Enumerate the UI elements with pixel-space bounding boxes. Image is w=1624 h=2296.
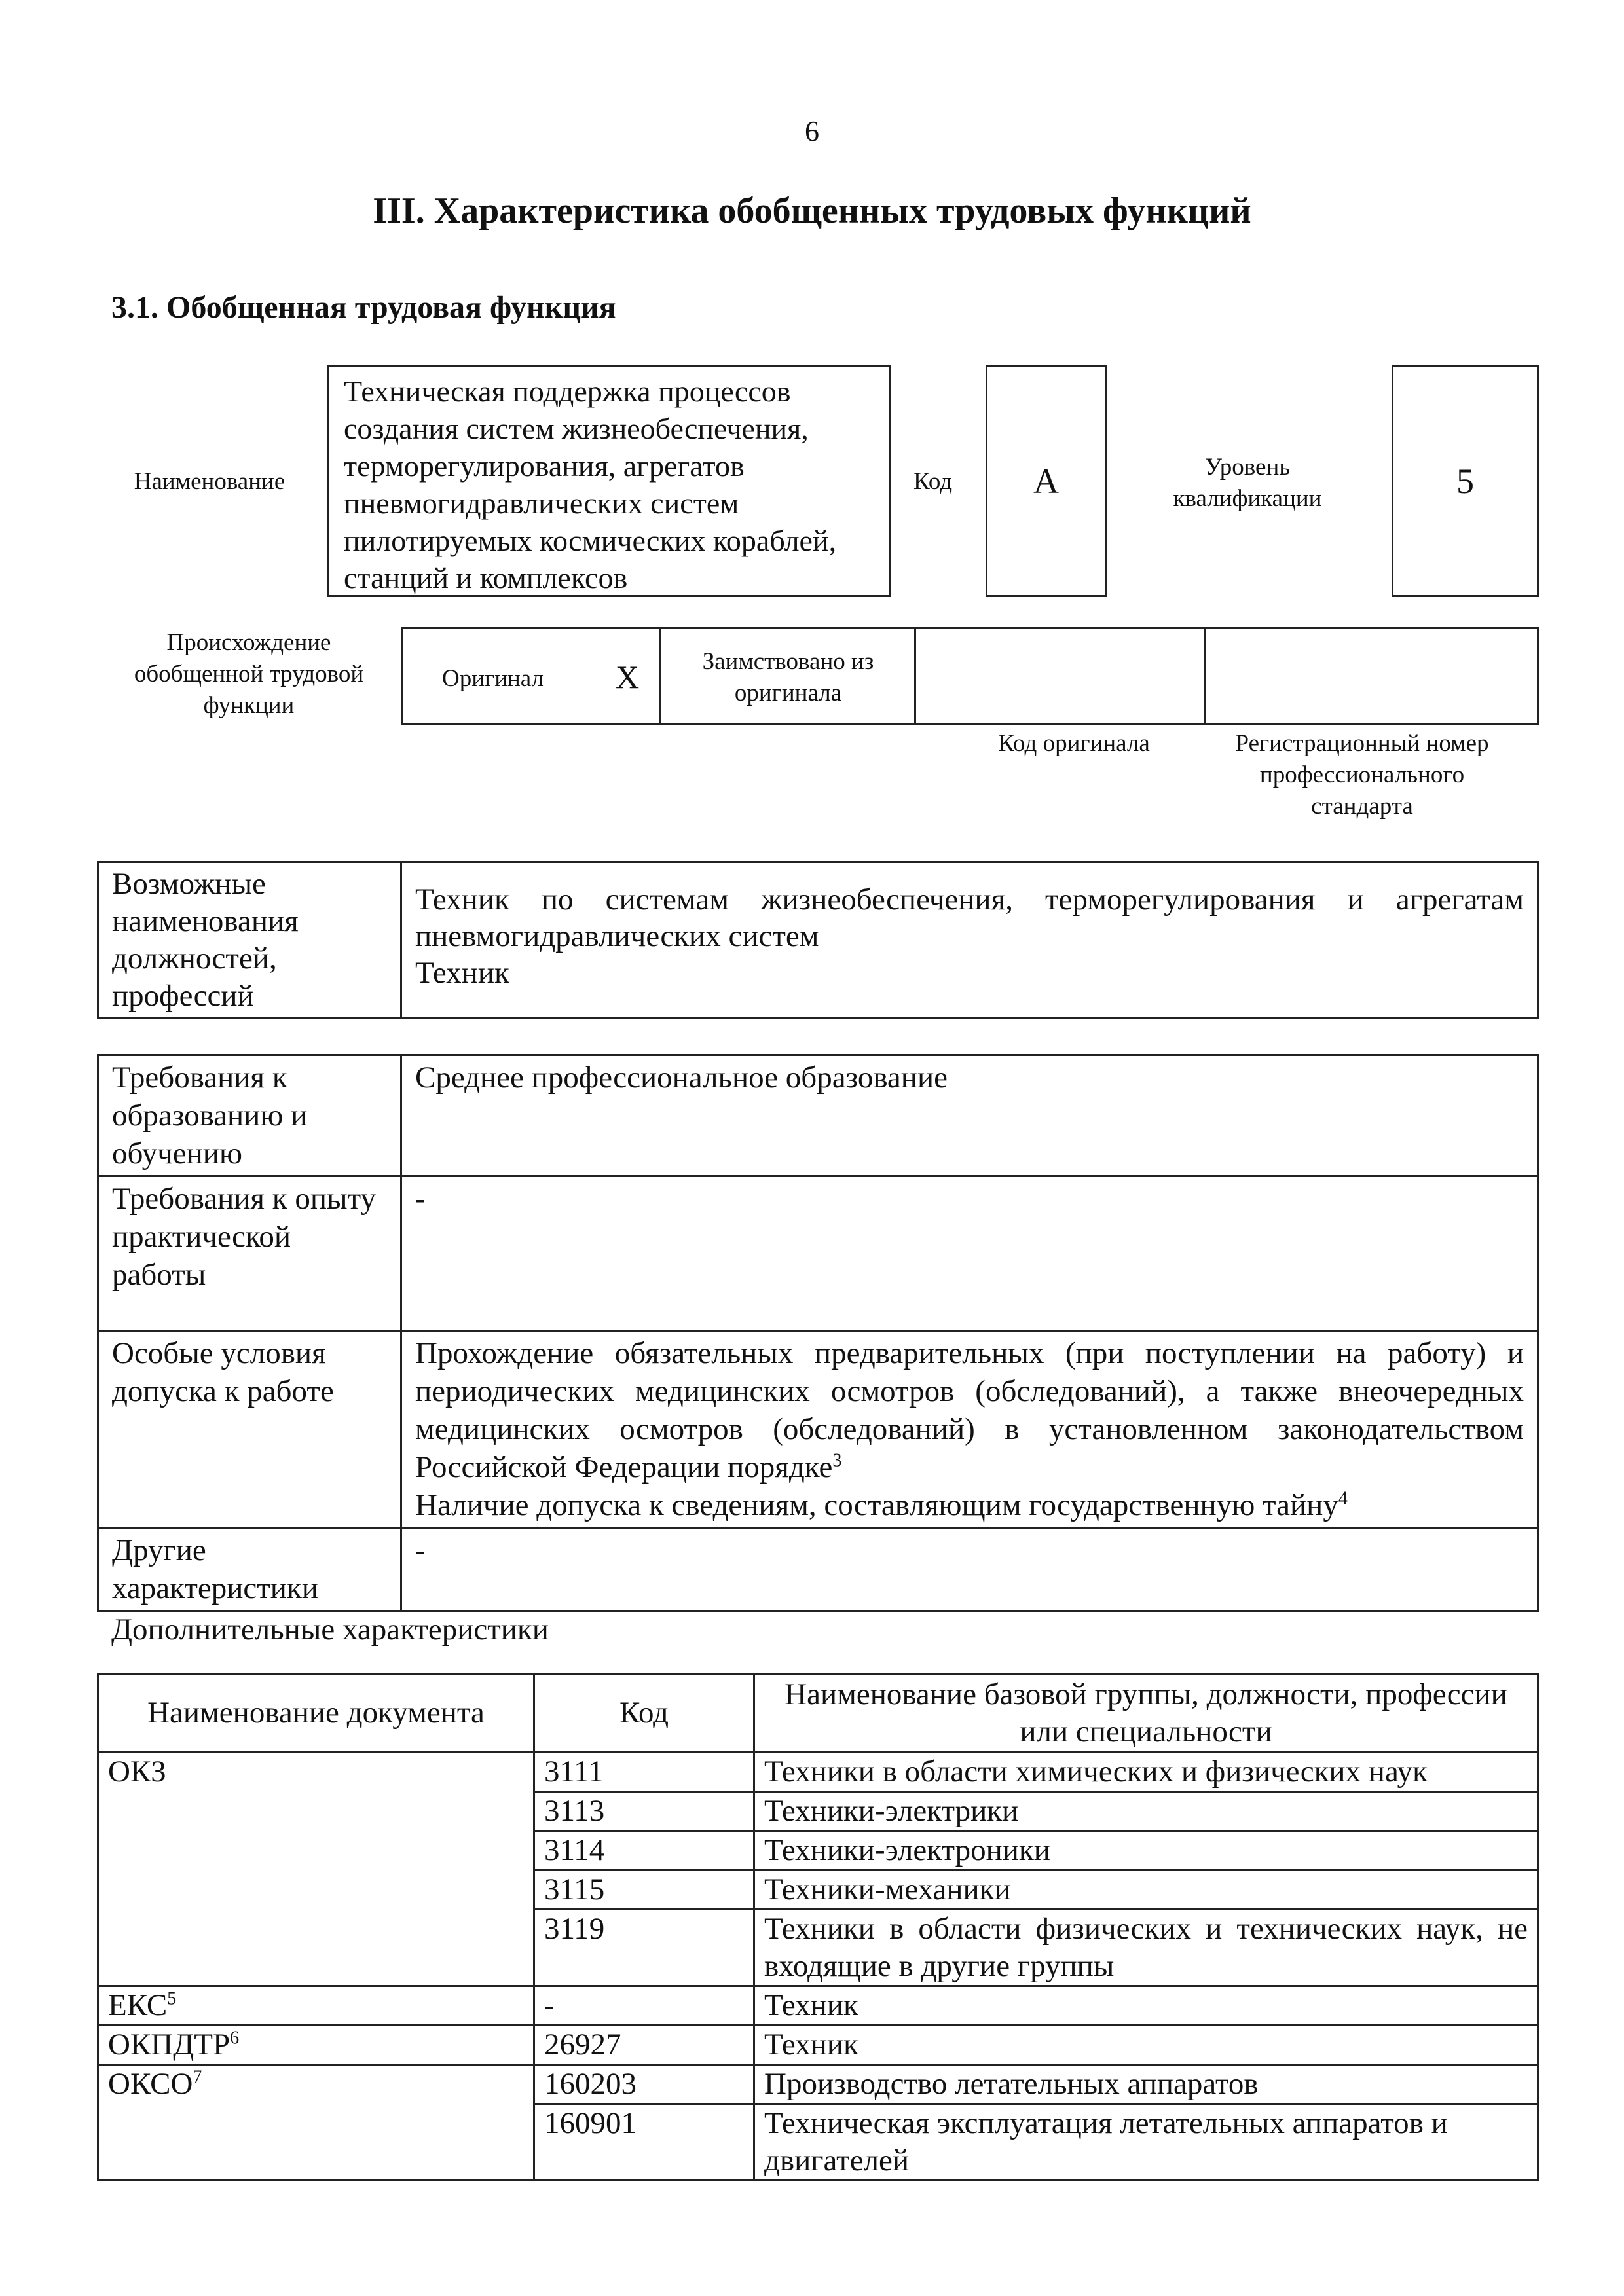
- header-code: Код: [534, 1674, 754, 1753]
- other-characteristics-label: Другие характеристики: [98, 1528, 401, 1611]
- education-requirements-label: Требования к образованию и обучению: [98, 1055, 401, 1176]
- doc-cell: ОКЗ: [98, 1753, 534, 1792]
- origin-divider: [914, 629, 916, 723]
- positions-label: Возможные наименования должностей, профессий: [98, 862, 401, 1019]
- other-characteristics-value: -: [401, 1528, 1538, 1611]
- additional-table: [97, 1673, 1539, 2181]
- additional-title: Дополнительные характеристики: [111, 1613, 549, 1647]
- medical-exam-text: Прохождение обязательных предварительных (при поступлении на работу) и периодических медицинских осмотров (обследований), а также внеочередных медицинских осмотров (обследований) в установленном законодательством Российской Федерации порядке: [415, 1336, 1524, 1484]
- footnote-ref: 7: [193, 2067, 202, 2088]
- name-cell: Техники в области физических и технических наук, не входящие в другие группы: [754, 1910, 1538, 1986]
- borrowed-label: Заимствовано из оригинала: [702, 648, 874, 706]
- code-cell: 3111: [534, 1753, 754, 1792]
- name-cell: Техники-электрики: [754, 1792, 1538, 1831]
- code-cell: 26927: [534, 2026, 754, 2065]
- origin-label: Происхождение обобщенной трудовой функции: [134, 629, 364, 719]
- doc-cell: [98, 1831, 534, 1870]
- table-row: [98, 2026, 1538, 2065]
- doc-cell: [98, 1870, 534, 1910]
- name-cell: Техники-механики: [754, 1870, 1538, 1910]
- doc-cell: [98, 1910, 534, 1986]
- positions-table: [97, 861, 1539, 1019]
- qualification-level-value: 5: [1456, 462, 1474, 501]
- name-cell: Техник: [754, 1986, 1538, 2026]
- positions-line: Техник: [415, 956, 509, 990]
- name-cell: Техники-электроники: [754, 1831, 1538, 1870]
- admission-conditions-label: Особые условия допуска к работе: [98, 1331, 401, 1528]
- code-cell: 3114: [534, 1831, 754, 1870]
- doc-cell: [98, 2065, 534, 2104]
- subsection-title: 3.1. Обобщенная трудовая функция: [111, 290, 616, 325]
- table-row: [98, 1910, 1538, 1986]
- name-cell: Техники в области химических и физических наук: [754, 1753, 1538, 1792]
- header-name: Наименование базовой группы, должности, профессии или специальности: [754, 1674, 1538, 1753]
- code-label: Код: [913, 468, 953, 495]
- code-cell: 160203: [534, 2065, 754, 2104]
- function-name-value: Техническая поддержка процессов создания систем жизнеобеспечения, терморегулирования, агрегатов пневмогидравлических систем пилотируемых космических кораблей, станций и комплексов: [344, 374, 837, 594]
- admission-conditions-value: [401, 1331, 1538, 1528]
- table-row: [98, 1831, 1538, 1870]
- qualification-level-box: [1392, 365, 1539, 597]
- code-cell: 3119: [534, 1910, 754, 1986]
- experience-requirements-label: Требования к опыту практической работы: [98, 1176, 401, 1331]
- name-cell: Техник: [754, 2026, 1538, 2065]
- footnote-ref: 6: [230, 2028, 240, 2049]
- code-cell: 3113: [534, 1792, 754, 1831]
- education-requirements-value: Среднее профессиональное образование: [401, 1055, 1538, 1176]
- doc-name: ЕКС: [108, 1988, 168, 2022]
- table-row: [98, 2065, 1538, 2104]
- code-cell: -: [534, 1986, 754, 2026]
- reg-number-label: Регистрационный номер профессионального стандарта: [1235, 730, 1489, 820]
- footnote-ref: 4: [1338, 1488, 1348, 1509]
- original-label: Оригинал: [442, 665, 544, 692]
- table-row: [98, 1870, 1538, 1910]
- experience-requirements-value: -: [401, 1176, 1538, 1331]
- name-cell: Техническая эксплуатация летательных аппаратов и двигателей: [754, 2104, 1538, 2181]
- requirements-table: [97, 1054, 1539, 1612]
- footnote-ref: 3: [832, 1450, 842, 1471]
- qualification-level-label: Уровень квалификации: [1173, 454, 1322, 512]
- original-mark: Х: [616, 659, 640, 695]
- origin-divider: [659, 629, 661, 723]
- state-secret-text: Наличие допуска к сведениям, составляющим государственную тайну: [415, 1488, 1338, 1522]
- doc-cell: [98, 2104, 534, 2181]
- code-box: [986, 365, 1107, 597]
- code-value: А: [1033, 462, 1059, 501]
- header-document: Наименование документа: [98, 1674, 534, 1753]
- function-name-box: [327, 365, 891, 597]
- doc-cell: [98, 2026, 534, 2065]
- table-row: [98, 2104, 1538, 2181]
- table-row: [98, 1986, 1538, 2026]
- function-name-label: Наименование: [134, 468, 286, 495]
- code-cell: 3115: [534, 1870, 754, 1910]
- section-title: III. Характеристика обобщенных трудовых функций: [373, 191, 1251, 231]
- doc-name: ОКСО: [108, 2067, 193, 2101]
- table-row: [98, 1792, 1538, 1831]
- positions-value: [401, 862, 1538, 1019]
- origin-row: [401, 627, 1539, 725]
- doc-cell: [98, 1792, 534, 1831]
- table-row: [98, 1753, 1538, 1792]
- code-original-label: Код оригинала: [998, 730, 1150, 757]
- doc-name: ОКПДТР: [108, 2028, 231, 2062]
- page-number: 6: [805, 115, 819, 147]
- positions-line: Техник по системам жизнеобеспечения, терморегулирования и агрегатам пневмогидравлических систем: [415, 883, 1524, 953]
- name-cell: Производство летательных аппаратов: [754, 2065, 1538, 2104]
- footnote-ref: 5: [167, 1988, 177, 2009]
- origin-divider: [1204, 629, 1206, 723]
- code-cell: 160901: [534, 2104, 754, 2181]
- doc-cell: [98, 1986, 534, 2026]
